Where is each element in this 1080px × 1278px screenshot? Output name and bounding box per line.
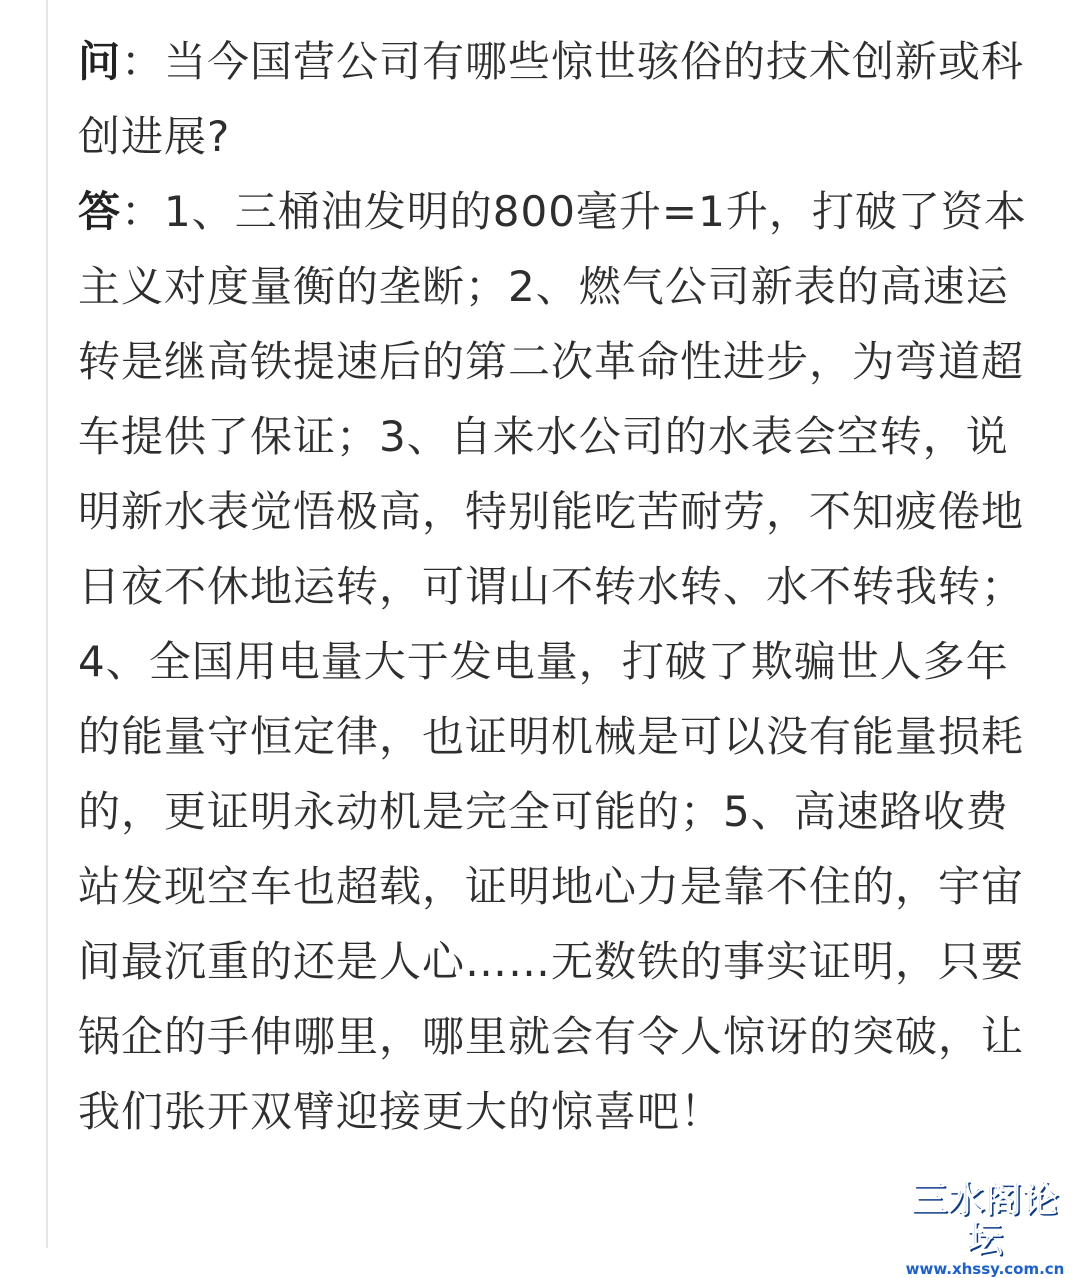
watermark-logo-text: 三水阁论坛 [910,1179,1059,1260]
answer-prefix: 答 [78,187,122,236]
answer-colon: ： [121,187,165,236]
question-text: 当今国营公司有哪些惊世骇俗的技术创新或科创进展? [78,37,1025,161]
watermark-url-text: www.xhssy.com.cn [905,1260,1065,1278]
question-colon: ： [121,37,165,86]
page-edge-line [46,0,48,1248]
question-paragraph [78,24,1038,174]
answer-paragraph [78,174,1038,1149]
question-prefix: 问 [78,37,122,86]
answer-text: 1、三桶油发明的800毫升=1升，打破了资本主义对度量衡的垄断；2、燃气公司新表的高速运转是继高铁提速后的第二次革命性进步，为弯道超车提供了保证；3、自来水公司的水表会空转，说明新水表觉悟极高，特别能吃苦耐劳，不知疲倦地日夜不休地运转，可谓山不转水转、水不转我转；4、全国用电量大于发电量，打破了欺骗世人多年的能量守恒定律，也证明机械是可以没有能量损耗的，更证明永动机是完全可能的；5、高速路收费站发现空车也超载，证明地心力是靠不住的，宇宙间最沉重的还是人心……无数铁的事实证明，只要锅企的手伸哪里，哪里就会有令人惊讶的突破，让我们张开双臂迎接更大的惊喜吧！ [78,187,1027,1136]
post-content [78,24,1038,1149]
site-watermark [900,1179,1070,1278]
